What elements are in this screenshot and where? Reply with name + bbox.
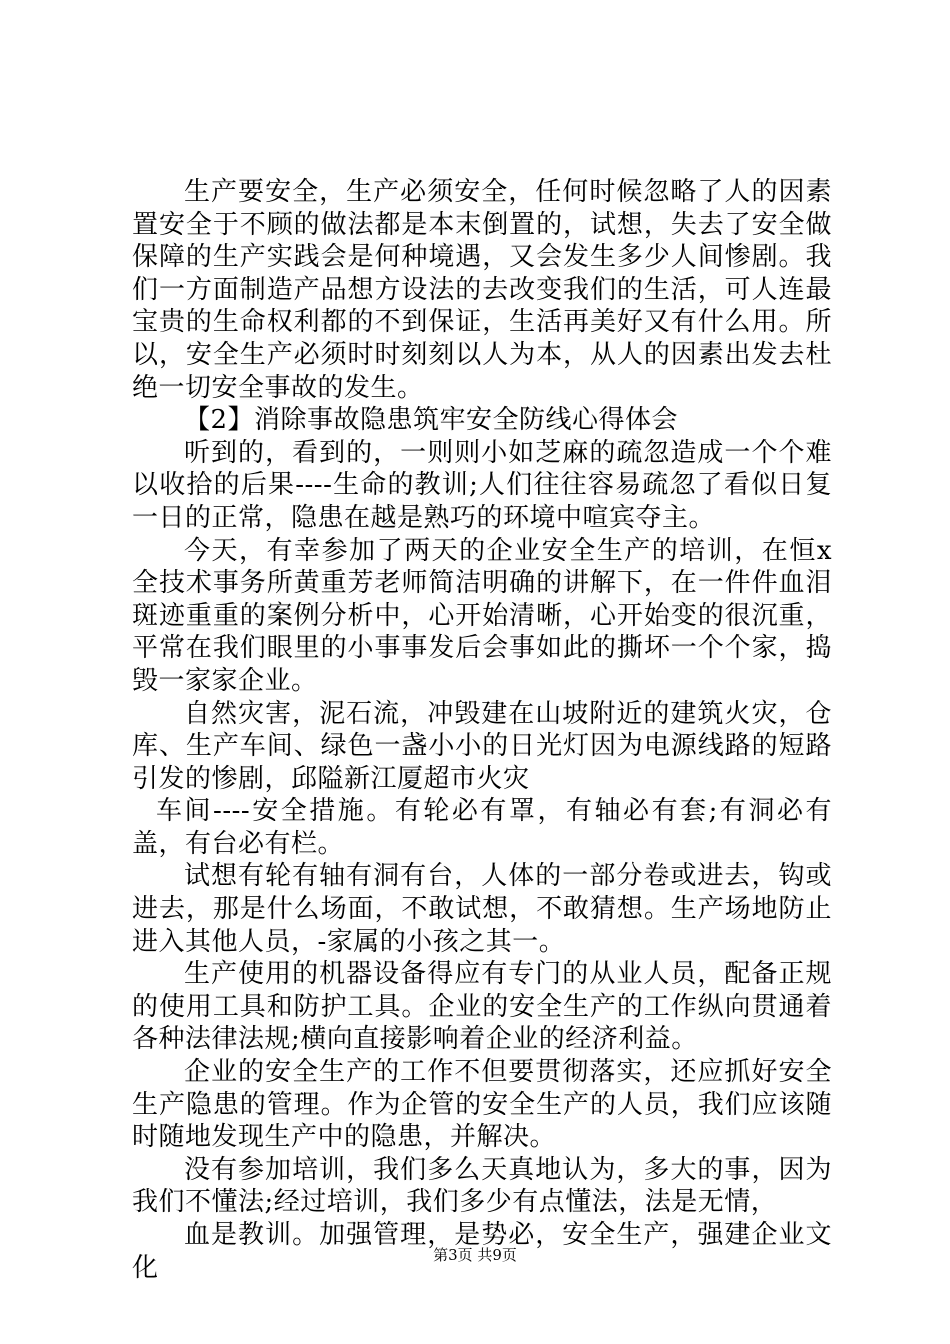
paragraph-3: 今天，有幸参加了两天的企业安全生产的培训，在恒x全技术事务所黄重芳老师简洁明确的讲解下，在一件件血泪斑迹重重的案例分析中，心开始清晰，心开始变的很沉重，平常在我们眼里的小事事发后会事如此的撕坏一个个家，捣毁一家家企业。 (132, 535, 832, 696)
paragraph-4: 自然灾害，泥石流，冲毁建在山坡附近的建筑火灾，仓库、生产车间、绿色一盏小小的日光灯因为电源线路的短路引发的惨剧，邱隘新江厦超市火灾 (132, 698, 832, 794)
paragraph-6: 试想有轮有轴有洞有台，人体的一部分卷或进去，钩或进去，那是什么场面，不敢试想，不敢猜想。生产场地防止进入其他人员，-家属的小孩之其一。 (132, 861, 832, 957)
paragraph-5: 车间----安全措施。有轮必有罩，有轴必有套;有洞必有盖，有台必有栏。 (132, 796, 832, 859)
document-body (132, 176, 832, 1284)
paragraph-2: 听到的，看到的，一则则小如芝麻的疏忽造成一个个难以收拾的后果----生命的教训;人们往往容易疏忽了看似日复一日的正常，隐患在越是熟巧的环境中喧宾夺主。 (132, 437, 832, 533)
paragraph-7: 生产使用的机器设备得应有专门的从业人员，配备正规的使用工具和防护工具。企业的安全生产的工作纵向贯通着各种法律法规;横向直接影响着企业的经济利益。 (132, 959, 832, 1055)
paragraph-9: 没有参加培训，我们多么天真地认为，多大的事，因为我们不懂法;经过培训，我们多少有点懂法，法是无情， (132, 1154, 832, 1218)
section-heading: 【2】消除事故隐患筑牢安全防线心得体会 (184, 405, 679, 436)
paragraph-10: 血是教训。加强管理，是势必，安全生产，强建企业文化 (132, 1220, 832, 1283)
paragraph-1: 生产要安全，生产必须安全，任何时候忽略了人的因素置安全于不顾的做法都是本末倒置的，试想，失去了安全做保障的生产实践会是何种境遇，又会发生多少人间惨剧。我们一方面制造产品想方设法的去改变我们的生活，可人连最宝贵的生命权利都的不到保证，生活再美好又有什么用。所以，安全生产必须时时刻刻以人为本，从人的因素出发去杜绝一切安全事故的发生。 (132, 177, 832, 403)
paragraph-8: 企业的安全生产的工作不但要贯彻落实，还应抓好安全生产隐患的管理。作为企管的安全生产的人员，我们应该随时随地发现生产中的隐患，并解决。 (132, 1057, 832, 1153)
page-number-footer: 第3页 共9页 (433, 1246, 517, 1264)
